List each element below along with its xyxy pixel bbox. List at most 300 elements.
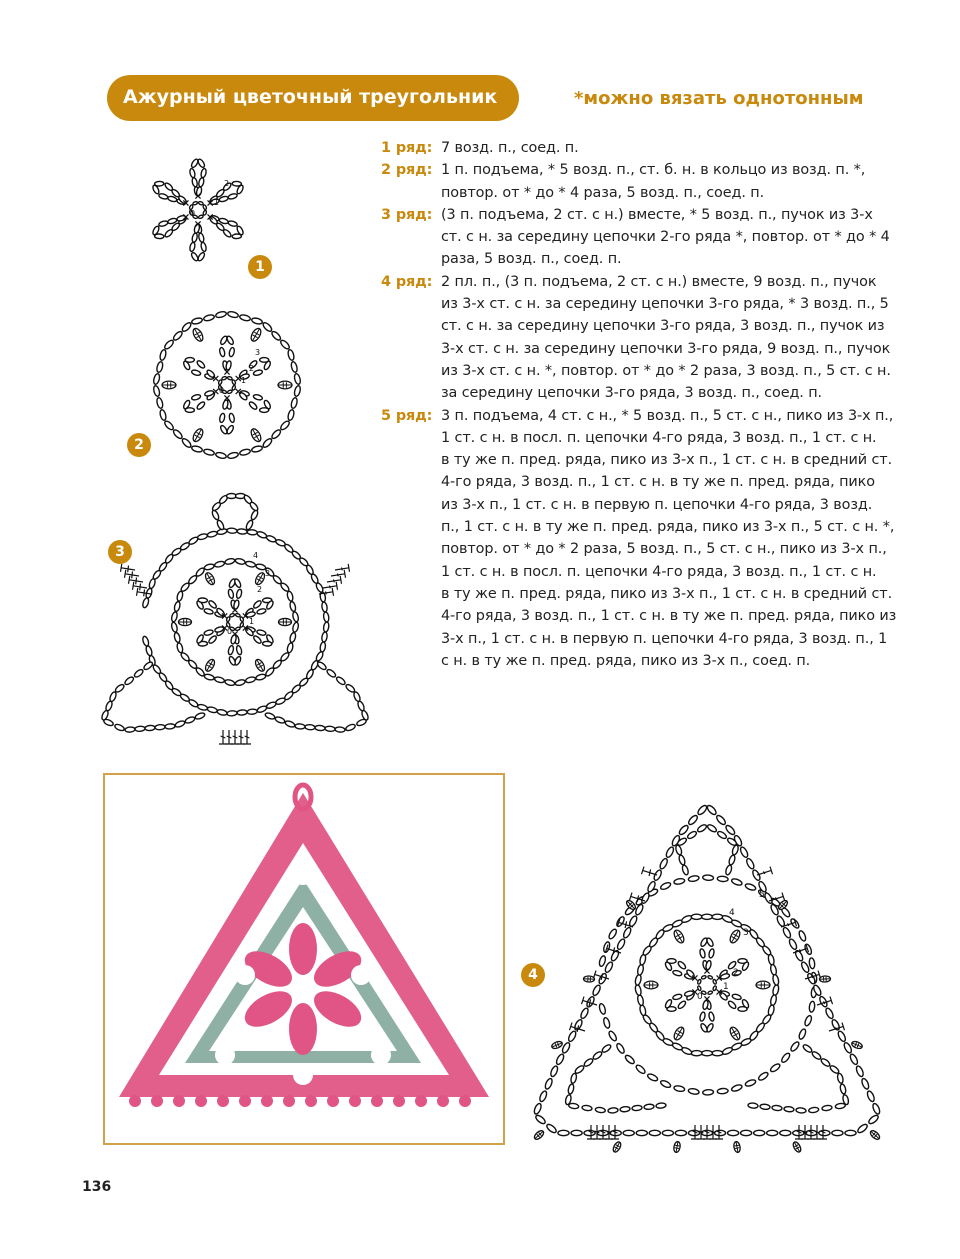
title-banner (107, 75, 519, 121)
cluster-stitch (249, 427, 263, 443)
row-label: 3 ряд: (381, 206, 433, 223)
chain-stitch (228, 347, 235, 357)
instruction-line (381, 650, 901, 672)
chain-stitch (250, 509, 259, 520)
chain-stitch (356, 718, 367, 727)
chain-stitch (191, 394, 201, 401)
chain-stitch (707, 990, 713, 994)
chain-stitch (545, 1123, 557, 1134)
chain-stitch (699, 948, 706, 958)
chain-stitch (739, 846, 749, 858)
openwork-hole (215, 1045, 235, 1065)
chain-stitch (677, 1000, 687, 1010)
row-label: 2 ряд: (381, 162, 433, 179)
dc-stitch (225, 730, 233, 744)
chain-stitch (745, 883, 757, 892)
chain-stitch (738, 1007, 747, 1012)
chain-stitch (701, 975, 707, 979)
chain-stitch (637, 964, 644, 976)
chain-stitch (198, 215, 204, 219)
chain-stitch (837, 1030, 847, 1042)
chain-stitch (321, 632, 328, 643)
chain-stitch (702, 914, 713, 919)
diagram-2-badge: 2 (127, 433, 151, 457)
chain-stitch (239, 448, 251, 456)
chain-stitch (256, 629, 266, 636)
chain-stitch (672, 993, 682, 1000)
chain-stitch (227, 451, 239, 459)
chain-stitch (214, 676, 225, 683)
chain-stitch (616, 938, 626, 950)
chain-stitch (290, 361, 298, 373)
cluster-stitch (612, 1141, 623, 1154)
picot (217, 1095, 229, 1107)
dc-stitch (125, 570, 140, 578)
instruction-text: из 3-х ст. с н. *, повтор. от * до * 2 раза, 3 возд. п., 5 ст. с н. (441, 362, 891, 379)
picot (459, 1095, 471, 1107)
chain-stitch (845, 1130, 856, 1135)
chain-stitch (197, 704, 208, 711)
chain-stitch (263, 641, 272, 646)
chain-stitch (674, 1085, 686, 1092)
chain-stitch (271, 330, 282, 341)
chain-stitch (717, 1088, 728, 1094)
dc-stitch (231, 730, 239, 744)
chain-stitch (204, 673, 215, 680)
chain-stitch (754, 1130, 765, 1135)
instruction-text: в ту же п. пред. ряда, пико из 3-х п., 1 ст. с н. в средний ст. (441, 585, 893, 602)
chain-stitch (262, 321, 273, 332)
chain-stitch (279, 420, 290, 431)
chain-stitch (731, 1084, 743, 1093)
chain-stitch (745, 857, 755, 869)
chain-stitch (653, 869, 663, 881)
row-number-mark: 5 (759, 890, 765, 900)
chain-stitch (316, 661, 327, 671)
chain-stitch (770, 964, 777, 976)
chain-stitch (215, 311, 227, 319)
chain-stitch (849, 1053, 859, 1065)
instruction-line (381, 538, 901, 560)
picot (305, 1095, 317, 1107)
chain-stitch (598, 1003, 606, 1015)
chain-stitch (634, 903, 644, 915)
openwork-hole (235, 965, 255, 985)
chain-stitch (549, 1065, 558, 1077)
chain-stitch (804, 1015, 813, 1027)
chain-stitch (767, 1130, 778, 1135)
instruction-text: из 3-х ст. с н. за середину цепочки 3-го ряда, * 3 возд. п., 5 (441, 296, 889, 313)
chain-stitch (200, 168, 207, 178)
picot (371, 1095, 383, 1107)
chain-stitch (335, 727, 345, 733)
chain-stitch (345, 723, 356, 732)
dc-stitch (237, 730, 245, 744)
dc-stitch (757, 867, 773, 875)
diagram-4-badge: 4 (521, 963, 545, 987)
picot (239, 1095, 251, 1107)
chain-stitch (214, 560, 225, 567)
chain-stitch (153, 385, 161, 397)
flower-petal (289, 1003, 317, 1055)
chain-stitch (216, 519, 225, 530)
chain-stitch (660, 1079, 672, 1088)
chain-stitch (620, 1106, 630, 1112)
chain-stitch (623, 1130, 634, 1135)
row-label: 4 ряд: (381, 273, 433, 290)
chain-stitch (760, 1104, 770, 1110)
chain-stitch (198, 598, 207, 603)
chain-stitch (672, 970, 682, 977)
chain-stitch (325, 726, 335, 732)
chain-stitch (125, 727, 135, 733)
chain-stitch (133, 668, 144, 678)
chain-stitch (601, 1043, 612, 1053)
chain-stitch (114, 723, 125, 732)
chain-stitch (191, 233, 198, 243)
cluster-stitch (533, 1129, 545, 1141)
chain-stitch (145, 725, 155, 731)
cluster-stitch (756, 981, 770, 989)
chain-stitch (534, 1114, 546, 1125)
chain-stitch (158, 193, 168, 200)
chain-stitch (558, 1130, 569, 1135)
chain-stitch (203, 314, 215, 322)
diagram-4 (515, 800, 900, 1175)
chain-stitch (725, 864, 733, 875)
chain-stitch (190, 252, 199, 262)
chain-stitch (172, 330, 183, 341)
chain-stitch (153, 373, 161, 385)
chain-stitch (289, 601, 296, 612)
instruction-line (381, 583, 901, 605)
chain-stitch (725, 824, 737, 836)
picot (173, 1095, 185, 1107)
chain-stitch (706, 804, 718, 816)
row-number-mark: 2 (733, 968, 739, 978)
chain-stitch (636, 1130, 647, 1135)
chain-stitch (856, 1123, 868, 1134)
chain-stitch (228, 193, 238, 200)
chain-stitch (145, 645, 153, 656)
chain-stitch (237, 710, 247, 716)
cluster-stitch (551, 1040, 563, 1050)
chain-stitch (608, 1030, 618, 1042)
chain-stitch (697, 985, 701, 991)
chain-stitch (699, 1012, 706, 1022)
chain-stitch (538, 1090, 547, 1102)
chain-stitch (286, 642, 293, 653)
chain-stitch (181, 437, 192, 448)
chain-stitch (649, 1130, 660, 1135)
chain-stitch (155, 181, 164, 186)
chain-stitch (245, 560, 256, 567)
picot (195, 1095, 207, 1107)
chain-stitch (208, 635, 218, 645)
instruction-line (381, 427, 901, 449)
chain-stitch (681, 864, 689, 875)
cluster-stitch (673, 1141, 681, 1153)
instruction-line (381, 605, 901, 627)
chain-stitch (579, 1007, 589, 1019)
photo-frame (103, 773, 505, 1145)
chain-stitch (867, 1114, 879, 1125)
chain-stitch (315, 725, 325, 731)
picot (129, 1095, 141, 1107)
chain-stitch (143, 661, 154, 671)
chain-stitch (608, 1107, 618, 1113)
row-number-mark: 1 (214, 198, 220, 207)
chain-stitch (173, 601, 180, 612)
openwork-hole (293, 865, 313, 885)
chain-stitch (197, 533, 208, 540)
instruction-text: за середину цепочки 3-го ряда, 3 возд. п., соед. п. (441, 385, 823, 402)
chain-stitch (784, 1106, 794, 1112)
chain-stitch (571, 1130, 582, 1135)
instruction-line (381, 494, 901, 516)
chain-stitch (604, 961, 614, 973)
instruction-line (381, 271, 901, 293)
row-number-mark: 1 (241, 376, 247, 385)
chain-stitch (103, 718, 114, 727)
chain-stitch (227, 311, 239, 319)
chain-stitch (788, 938, 798, 950)
chain-stitch (228, 656, 236, 666)
chain-stitch (780, 1130, 791, 1135)
chain-stitch (688, 875, 700, 882)
openwork-hole (371, 1045, 391, 1065)
chain-stitch (582, 1105, 593, 1111)
chain-stitch (287, 349, 295, 361)
chain-stitch (181, 321, 192, 332)
chain-stitch (207, 706, 218, 713)
instruction-text: 1 ст. с н. в посл. п. цепочки 4-го ряда, 3 возд. п., 1 ст. с н. (441, 563, 877, 580)
chain-stitch (279, 339, 290, 350)
chain-stitch (678, 824, 690, 836)
diagram-3-badge: 3 (108, 540, 132, 564)
chain-stitch (191, 369, 201, 376)
instruction-text: 4-го ряда, 3 возд. п., 1 ст. с н. в ту же п. пред. ряда, пико (441, 474, 875, 491)
chain-stitch (696, 823, 707, 833)
chain-stitch (647, 1073, 659, 1082)
chain-stitch (203, 204, 207, 210)
dc-stitch (121, 564, 136, 572)
chain-stitch (323, 612, 330, 623)
chain-stitch (124, 676, 135, 686)
cluster-stitch (204, 658, 217, 673)
chain-stitch (224, 558, 235, 565)
chain-stitch (802, 1043, 813, 1053)
chain-stitch (305, 724, 315, 730)
chain-stitch (808, 1107, 819, 1113)
chain-stitch (583, 1057, 594, 1067)
page-number: 136 (82, 1179, 112, 1195)
instruction-text: раза, 5 возд. п., соед. п. (441, 251, 622, 268)
instruction-text: 3-х п., 1 ст. с н. в первую п. цепочки 4-го ряда, 3 возд. п., 1 (441, 630, 888, 647)
chain-stitch (142, 636, 150, 647)
chain-stitch (217, 709, 228, 716)
cluster-stitch (819, 976, 830, 983)
chain-stitch (227, 390, 233, 394)
chain-stitch (640, 892, 650, 904)
chain-stitch (321, 602, 328, 613)
chain-stitch (197, 158, 206, 168)
instruction-line (381, 516, 901, 538)
chain-stitch (809, 1001, 816, 1012)
chain-stitch (624, 1054, 635, 1065)
chain-stitch (226, 335, 235, 345)
chain-stitch (608, 928, 618, 940)
instruction-text: повтор. от * до * 2 раза, 5 возд. п., 5 ст. с н., пико из 3-х п., (441, 541, 887, 558)
cluster-stitch (869, 1129, 881, 1141)
chain-stitch (236, 589, 243, 599)
chain-stitch (271, 429, 282, 440)
chain-stitch (227, 710, 237, 716)
chain-stitch (660, 881, 672, 890)
chain-stitch (708, 948, 715, 958)
instruction-text: 7 возд. п., соед. п. (441, 140, 579, 156)
chain-stitch (204, 608, 214, 615)
chain-stitch (164, 228, 174, 238)
chain-stitch (200, 242, 207, 252)
chain-stitch (229, 613, 235, 617)
dc-stitch (331, 570, 346, 578)
chain-stitch (189, 242, 196, 252)
instruction-line (381, 159, 901, 181)
chain-stitch (245, 519, 254, 530)
row-number-mark: 1 (723, 982, 729, 992)
chain-stitch (156, 361, 164, 373)
chain-stitch (697, 979, 701, 985)
chain-stitch (171, 622, 178, 633)
single-color-note: *можно вязать однотонным (574, 88, 864, 109)
chain-stitch (703, 875, 714, 881)
row-number-mark: 2 (249, 364, 255, 373)
chain-stitch (728, 1130, 739, 1135)
chain-stitch (204, 629, 214, 636)
chain-stitch (255, 673, 266, 680)
row-number-mark: 3 (265, 569, 271, 578)
chain-stitch (731, 878, 743, 887)
chain-stitch (570, 1073, 577, 1084)
instruction-line (381, 449, 901, 471)
chain-stitch (837, 1073, 844, 1084)
chain-stitch (533, 1103, 542, 1115)
chain-stitch (731, 844, 739, 855)
chain-stitch (208, 600, 218, 610)
instruction-line (381, 315, 901, 337)
chain-stitch (171, 611, 178, 622)
chain-stitch (789, 1041, 800, 1053)
chain-stitch (142, 597, 150, 608)
cluster-stitch (733, 1141, 741, 1153)
row-label: 5 ряд: (381, 407, 433, 424)
chain-stitch (634, 974, 641, 986)
instruction-text: 3-х ст. с н. за середину цепочки 3-го ряда, 9 возд. п., пучок (441, 340, 891, 357)
chain-stitch (659, 857, 669, 869)
chain-stitch (163, 420, 174, 431)
chain-stitch (239, 314, 251, 322)
chain-stitch (247, 709, 257, 715)
chain-stitch (796, 1107, 806, 1113)
chain-stitch (253, 369, 263, 376)
row-number-mark: 1 (249, 617, 255, 626)
chain-stitch (688, 1088, 700, 1095)
chain-stitch (253, 394, 263, 401)
chain-stitch (675, 1130, 686, 1135)
chain-stitch (237, 529, 247, 535)
picot (415, 1095, 427, 1107)
chain-stitch (603, 1017, 611, 1029)
chain-stitch (203, 210, 207, 216)
chain-stitch (691, 1051, 702, 1056)
chain-stitch (772, 1105, 782, 1111)
instruction-text: ст. с н. за середину цепочки 3-го ряда, 3 возд. п., пучок из (441, 318, 885, 335)
chain-stitch (227, 376, 233, 380)
chain-stitch (855, 1065, 864, 1077)
chain-stitch (232, 379, 236, 385)
crochet-triangle-photo (105, 775, 503, 1143)
chain-stitch (832, 1130, 843, 1135)
chain-stitch (728, 854, 736, 865)
chain-stitch (639, 1004, 646, 1016)
chain-stitch (872, 1103, 881, 1115)
instruction-text: повтор. от * до * 4 раза, 5 возд. п., соед. п. (441, 184, 765, 201)
instruction-text: с н. в ту же п. пред. ряда, пико из 3-х п., соед. п. (441, 652, 811, 669)
chain-stitch (763, 892, 773, 904)
picot (327, 1095, 339, 1107)
cluster-stitch (254, 658, 267, 673)
chain-stitch (656, 1103, 666, 1109)
chain-stitch (732, 993, 742, 1000)
cluster-stitch (672, 1026, 686, 1042)
chain-stitch (235, 613, 241, 617)
chain-stitch (769, 1063, 781, 1074)
picot (349, 1095, 361, 1107)
chain-stitch (204, 563, 215, 570)
chain-stitch (706, 937, 715, 947)
chain-stitch (198, 233, 205, 243)
chain-stitch (567, 1030, 577, 1042)
chain-stitch (191, 177, 198, 187)
instruction-text: ст. с н. за середину цепочки 2-го ряда *, повтор. от * до * 4 (441, 229, 890, 246)
chain-stitch (251, 317, 263, 325)
chain-stitch (264, 712, 275, 720)
chain-stitch (194, 712, 205, 720)
cluster-stitch (728, 929, 742, 945)
chain-stitch (712, 1051, 723, 1056)
chain-stitch (622, 926, 632, 938)
cluster-stitch (644, 981, 658, 989)
chain-stitch (191, 445, 203, 453)
chain-stitch (203, 448, 215, 456)
chain-stitch (228, 645, 235, 655)
chain-stitch (667, 959, 676, 964)
chain-stitch (861, 1078, 870, 1090)
chain-stitch (228, 589, 235, 599)
chain-stitch (189, 168, 196, 178)
row-number-mark: 3 (255, 348, 261, 357)
chain-stitch (677, 960, 687, 970)
row-number-mark: 3 (743, 928, 749, 938)
chain-stitch (717, 876, 728, 882)
dc-stitch (219, 730, 227, 744)
chain-stitch (196, 360, 206, 370)
diagram-3 (100, 492, 370, 752)
chain-stitch (323, 622, 330, 633)
chain-stitch (822, 1105, 833, 1111)
row-number-mark: 4 (729, 908, 735, 918)
